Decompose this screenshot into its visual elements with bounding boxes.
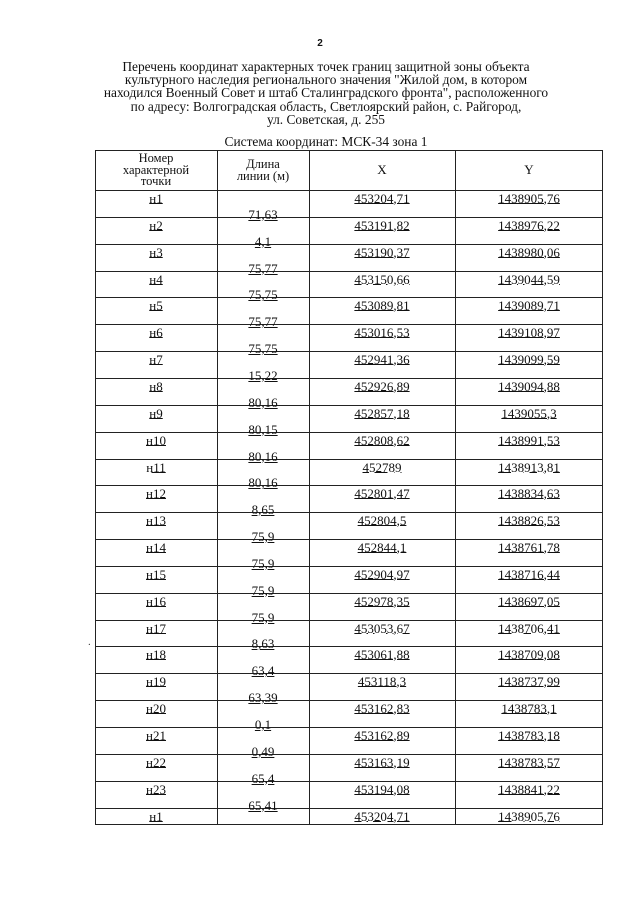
point-name-cell: н2 <box>149 217 163 233</box>
point-name-cell: н20 <box>146 701 166 717</box>
line-length-cell: 4,1 <box>254 233 272 249</box>
line-length-cell: 75,75 <box>248 341 278 357</box>
x-coordinate-cell: 453163,19 <box>354 754 410 770</box>
y-coordinate-cell: 1438716,44 <box>498 566 560 582</box>
point-name-cell: н12 <box>146 486 166 502</box>
point-name-cell: н8 <box>149 378 163 394</box>
line-length-cell: 63,4 <box>251 663 275 679</box>
point-name-cell: н13 <box>146 513 166 529</box>
line-length-cell: 80,16 <box>248 475 278 491</box>
line-length-cell: 63,39 <box>248 690 278 706</box>
y-coordinate-cell: 1439055,3 <box>501 405 557 421</box>
table-grid-line <box>95 150 603 151</box>
point-name-cell: н16 <box>146 593 166 609</box>
y-coordinate-cell: 1438980,06 <box>498 244 560 260</box>
x-coordinate-cell: 453053,67 <box>354 620 410 636</box>
y-coordinate-cell: 1438905,76 <box>498 808 560 824</box>
line-length-cell: 75,77 <box>248 260 278 276</box>
x-coordinate-cell: 453061,88 <box>354 647 410 663</box>
x-coordinate-cell: 452941,36 <box>354 352 410 368</box>
x-coordinate-cell: 453150,66 <box>354 271 410 287</box>
x-coordinate-cell: 452789 <box>362 459 402 475</box>
y-coordinate-cell: 1438761,78 <box>498 540 560 556</box>
line-length-cell: 65,4 <box>251 770 275 786</box>
x-coordinate-cell: 452801,47 <box>354 486 410 502</box>
x-coordinate-cell: 452804,5 <box>357 513 407 529</box>
title-line: ул. Советская, д. 255 <box>267 111 385 127</box>
line-length-cell: 80,16 <box>248 448 278 464</box>
point-name-cell: н18 <box>146 647 166 663</box>
line-length-cell: 0,1 <box>254 717 272 732</box>
header-text: точки <box>140 174 172 188</box>
line-length-cell: 65,41 <box>248 797 278 813</box>
line-length-cell: 8,63 <box>251 636 275 652</box>
point-name-cell: н19 <box>146 674 166 690</box>
point-name-cell: н15 <box>146 566 166 582</box>
x-coordinate-cell: 452844,1 <box>357 540 407 556</box>
point-name-cell: н9 <box>149 405 163 421</box>
x-coordinate-cell: 452978,35 <box>354 593 410 609</box>
page-number: 2 <box>317 38 323 49</box>
y-coordinate-cell: 1438991,53 <box>498 432 560 448</box>
coordinates-table <box>95 150 603 825</box>
point-name-cell: н3 <box>149 244 163 260</box>
x-coordinate-cell: 453162,89 <box>354 728 410 743</box>
x-coordinate-cell: 453118,3 <box>357 674 407 690</box>
header-x: X <box>377 162 387 177</box>
table-grid-line <box>95 824 603 825</box>
line-length-cell: 80,16 <box>248 394 278 410</box>
header-text: Длина <box>246 157 280 171</box>
y-coordinate-cell: 1439108,97 <box>498 325 560 341</box>
title-line: находился Военный Совет и штаб Сталинградского фронта", расположенного <box>103 85 549 101</box>
point-name-cell: н5 <box>149 298 163 314</box>
line-length-cell: 8,65 <box>251 502 275 518</box>
y-coordinate-cell: 1438976,22 <box>498 217 560 233</box>
header-text: характерной <box>122 162 190 177</box>
line-length-cell: 75,75 <box>248 287 278 303</box>
header-line-length <box>217 159 309 182</box>
x-coordinate-cell: 453162,83 <box>354 701 410 717</box>
header-text: линии (м) <box>236 168 290 183</box>
x-coordinate-cell: 452857,18 <box>354 405 410 421</box>
y-coordinate-cell: 1438737,99 <box>498 674 560 690</box>
line-length-cell: 15,22 <box>248 367 278 383</box>
x-coordinate-cell: 452808,62 <box>354 432 410 448</box>
x-coordinate-cell: 453190,37 <box>354 244 410 260</box>
coordinate-system-caption: Система координат: МСК-34 зона 1 <box>224 134 428 149</box>
header-text: Номер <box>138 151 174 165</box>
point-name-cell: н7 <box>149 352 163 368</box>
title-line: культурного наследия регионального значения "Жилой дом, в котором <box>124 72 528 88</box>
header-point-number <box>95 153 217 188</box>
x-coordinate-cell: 452926,89 <box>354 378 410 394</box>
y-coordinate-cell: 1438841,22 <box>498 781 560 797</box>
y-coordinate-cell: 1438826,53 <box>498 513 560 529</box>
y-coordinate-cell: 1438783,57 <box>498 754 560 770</box>
point-name-cell: н1 <box>149 191 163 206</box>
point-name-cell: н6 <box>149 325 163 341</box>
line-length-cell: 0,49 <box>251 743 275 759</box>
y-coordinate-cell: 1438834,63 <box>498 486 560 502</box>
point-name-cell: н4 <box>149 271 163 287</box>
x-coordinate-cell: 453204,71 <box>354 191 410 206</box>
y-coordinate-cell: 1438697,05 <box>498 593 560 609</box>
line-length-cell: 75,9 <box>251 582 275 598</box>
y-coordinate-cell: 1439094,88 <box>498 378 560 394</box>
point-name-cell: н10 <box>146 432 166 448</box>
x-coordinate-cell: 453089,81 <box>354 298 410 314</box>
y-coordinate-cell: 1438709,08 <box>498 647 560 663</box>
line-length-cell: 75,9 <box>251 609 275 625</box>
line-length-cell: 75,9 <box>251 555 275 571</box>
point-name-cell: н21 <box>146 728 166 743</box>
document-title <box>96 60 556 126</box>
y-coordinate-cell: 1438706,41 <box>498 620 560 636</box>
title-line: по адресу: Волгоградская область, Светлоярский район, с. Райгород, <box>130 98 522 114</box>
point-name-cell: н23 <box>146 781 166 797</box>
x-coordinate-cell: 453194,08 <box>354 781 410 797</box>
x-coordinate-cell: 453204,71 <box>354 808 410 824</box>
x-coordinate-cell: 453016,53 <box>354 325 410 341</box>
point-name-cell: н1 <box>149 808 163 824</box>
title-line: Перечень координат характерных точек границ защитной зоны объекта <box>122 59 530 74</box>
y-coordinate-cell: 1438905,76 <box>498 191 560 206</box>
point-name-cell: н22 <box>146 754 166 770</box>
x-coordinate-cell: 452904,97 <box>354 566 410 582</box>
point-name-cell: н14 <box>146 540 166 556</box>
point-name-cell: н17 <box>146 620 166 636</box>
header-y: Y <box>524 162 534 177</box>
y-coordinate-cell: 1438783,1 <box>501 701 557 717</box>
line-length-cell: 75,77 <box>248 314 278 330</box>
y-coordinate-cell: 1439044,59 <box>498 271 560 287</box>
line-length-cell: 75,9 <box>251 529 275 545</box>
margin-mark: . <box>88 636 91 648</box>
y-coordinate-cell: 1438913,81 <box>498 459 560 475</box>
line-length-cell: 80,15 <box>248 421 278 437</box>
y-coordinate-cell: 1439099,59 <box>498 352 560 368</box>
y-coordinate-cell: 1439089,71 <box>498 298 560 314</box>
point-name-cell: н11 <box>146 459 166 475</box>
line-length-cell: 71,63 <box>248 206 278 222</box>
y-coordinate-cell: 1438783,18 <box>498 728 560 743</box>
x-coordinate-cell: 453191,82 <box>354 217 410 233</box>
